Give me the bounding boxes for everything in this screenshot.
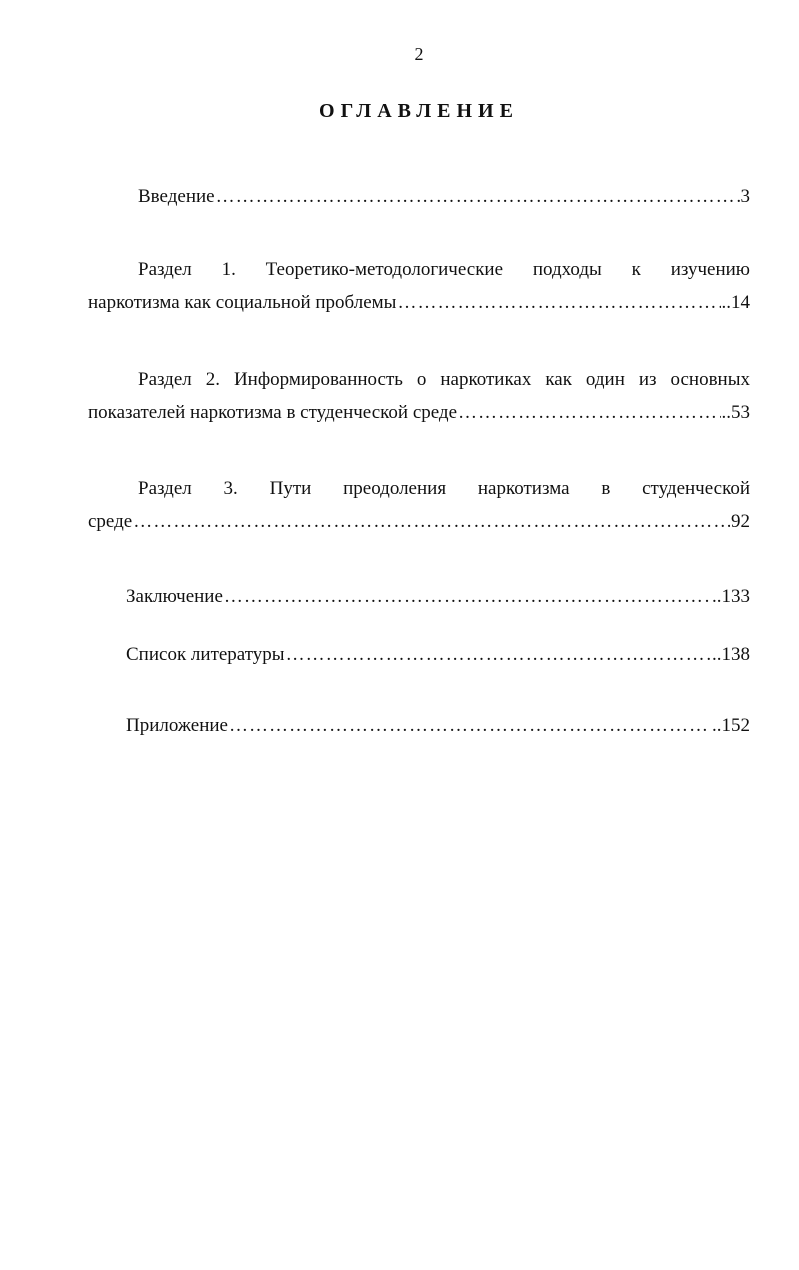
page-number: 2 (414, 44, 424, 64)
toc-entry-page: ..14 (721, 292, 750, 313)
toc-entry-page: ..133 (712, 586, 750, 607)
toc-entry-appendix[interactable] (88, 709, 750, 742)
toc-entry-label: Приложение (126, 715, 228, 736)
leader-dots (133, 505, 730, 538)
toc-entry-page: ..152 (712, 715, 750, 736)
leader-dots (224, 580, 711, 613)
toc-entry-line1: Раздел 2. Информированность о наркотиках как один из основных (138, 369, 750, 390)
toc-entry-section-1[interactable] (88, 253, 750, 319)
toc-entry-line2: показателей наркотизма в студенческой среде (88, 402, 458, 423)
toc-entry-label: Список литературы (126, 644, 285, 665)
toc-entry-references[interactable] (88, 638, 750, 671)
toc-entry-line2: наркотизма как социальной проблемы (88, 292, 397, 313)
toc-entry-page: 92 (731, 511, 750, 532)
toc-title: ОГЛАВЛЕНИЕ (319, 100, 519, 122)
leader-dots (216, 180, 740, 213)
toc-entry-line2: среде (88, 511, 133, 532)
toc-entry-label: Заключение (126, 586, 223, 607)
toc-entry-introduction[interactable] (88, 180, 750, 213)
toc-entry-page: ..53 (721, 402, 750, 423)
toc-entry-section-3[interactable] (88, 472, 750, 538)
leader-dots (397, 286, 720, 319)
leader-dots (229, 709, 711, 742)
toc-entry-page: ..138 (712, 644, 750, 665)
toc-entry-label: Введение (138, 186, 215, 207)
leader-dots (458, 396, 720, 429)
leader-dots (286, 638, 711, 671)
toc-entry-conclusion[interactable] (88, 580, 750, 613)
toc-entry-section-2[interactable] (88, 363, 750, 429)
toc-entry-line1: Раздел 1. Теоретико-методологические подходы к изучению (138, 259, 750, 280)
toc-entry-page: 3 (740, 186, 750, 207)
toc-entry-line1: Раздел 3. Пути преодоления наркотизма в студенческой (138, 478, 750, 499)
